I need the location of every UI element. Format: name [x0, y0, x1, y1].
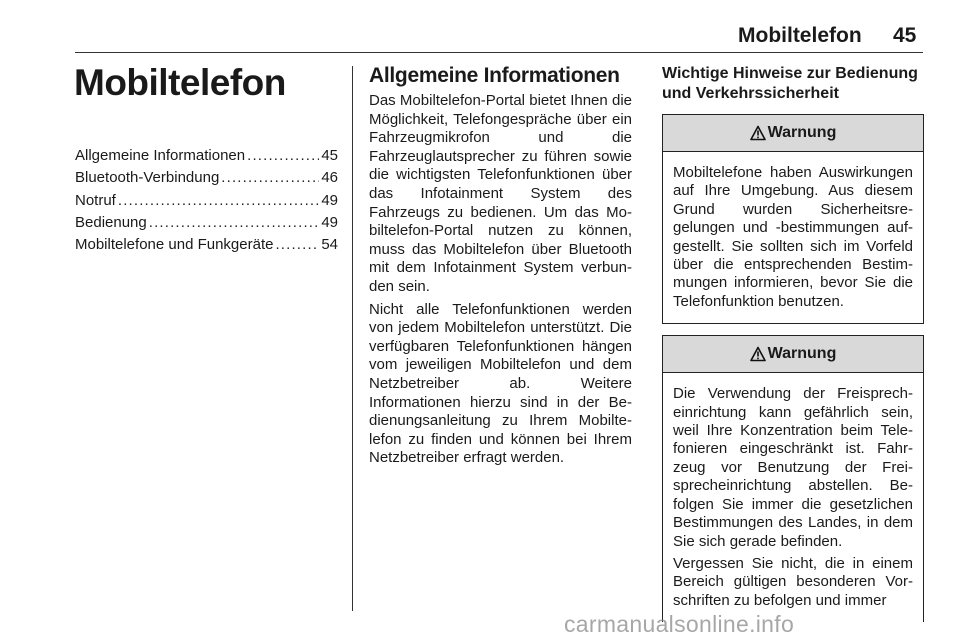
header-title: Mobiltelefon — [738, 24, 862, 47]
table-of-contents — [75, 145, 338, 256]
toc-leader-dots — [247, 145, 319, 167]
chapter-title: Mobiltelefon — [74, 62, 286, 103]
column-divider — [352, 66, 353, 611]
toc-leader-dots — [221, 167, 319, 189]
safety-section — [662, 64, 924, 633]
section-title: Wichtige Hinweise zur Bedienung und Verkehrssicherheit — [662, 65, 918, 102]
toc-entry[interactable] — [75, 190, 338, 212]
warning-text: Die Verwendung der Freisprecheinrichtung kann gefährlich sein, weil Ihre Konzentration beim Telefonieren eingeschränkt ist. Fahrzeug vor Benutzung der Freisprecheinrichtung abstellen. Befolgen Sie immer die gesetzlichen Bestimmungen des Landes, in dem Sie sich gerade befinden. — [673, 385, 913, 550]
warning-text: Mobiltelefone haben Auswirkungen auf Ihre Umgebung. Aus diesem Grund wurden Sicherheitsregelungen und -bestimmungen aufgestellt. Sie sollten sich im Vorfeld über die entsprechenden Bestimmungen informieren, bevor Sie die Telefonfunktion benutzen. — [673, 164, 913, 310]
warning-box — [662, 114, 924, 324]
warning-triangle-icon — [750, 125, 766, 141]
toc-leader-dots — [149, 212, 320, 234]
section-title: Allgemeine Informationen — [369, 64, 620, 87]
toc-entry-label: Bedienung — [75, 213, 147, 231]
toc-entry[interactable] — [75, 167, 338, 189]
toc-leader-dots — [275, 234, 319, 256]
toc-entry-page: 46 — [321, 169, 338, 187]
warning-header — [663, 336, 923, 373]
toc-entry-page: 49 — [321, 191, 338, 209]
toc-entry-page: 49 — [321, 213, 338, 231]
toc-entry-label: Mobiltelefone und Funkgeräte — [75, 236, 274, 254]
toc-entry[interactable] — [75, 212, 338, 234]
warning-body — [663, 373, 923, 622]
header-rule — [75, 52, 923, 53]
warning-box — [662, 335, 924, 622]
body-paragraph: Das Mobiltelefon-Portal bietet Ihnen die Möglichkeit, Telefongespräche über ein Fahrzeugmikrofon und die Fahrzeuglautsprecher zu führen sowie die wichtigsten Telefonfunktionen über das Infotainment System des Fahrzeugs zu bedienen. Um das Mobiltelefon-Portal nutzen zu können, muss das Mobiltelefon über Bluetooth mit dem Infotainment System verbunden sein. — [369, 92, 632, 295]
page-number: 45 — [893, 24, 917, 47]
warning-label: Warnung — [767, 124, 837, 141]
toc-entry-page: 45 — [321, 147, 338, 164]
toc-entry-page: 54 — [321, 236, 338, 254]
watermark: carmanualsonline.info — [564, 611, 795, 637]
toc-entry[interactable] — [75, 145, 338, 167]
body-paragraph: Nicht alle Telefonfunktionen werden von jedem Mobiltelefon unterstützt. Die verfügbaren Telefonfunktionen hängen vom jeweiligen Mobiltelefon und dem Netzbetreiber ab. Weitere Informationen hierzu sind in der Bedienungsanleitung zu Ihrem Mobiltelefon zu finden und können bei Ihrem Netzbetreiber erfragt werden. — [369, 300, 632, 467]
warning-text: Vergessen Sie nicht, die in einem Bereich gültigen besonderen Vorschriften zu befolgen und immer — [673, 554, 913, 609]
warning-label: Warnung — [767, 345, 837, 363]
toc-entry-label: Notruf — [75, 191, 116, 209]
warning-triangle-icon — [750, 346, 766, 362]
toc-leader-dots — [118, 190, 319, 212]
general-info-section — [369, 64, 632, 472]
warning-body — [663, 152, 923, 323]
toc-entry-label: Allgemeine Informationen — [75, 147, 246, 164]
toc-entry-label: Bluetooth-Verbindung — [75, 169, 220, 187]
warning-header — [663, 115, 923, 152]
toc-entry[interactable] — [75, 234, 338, 256]
